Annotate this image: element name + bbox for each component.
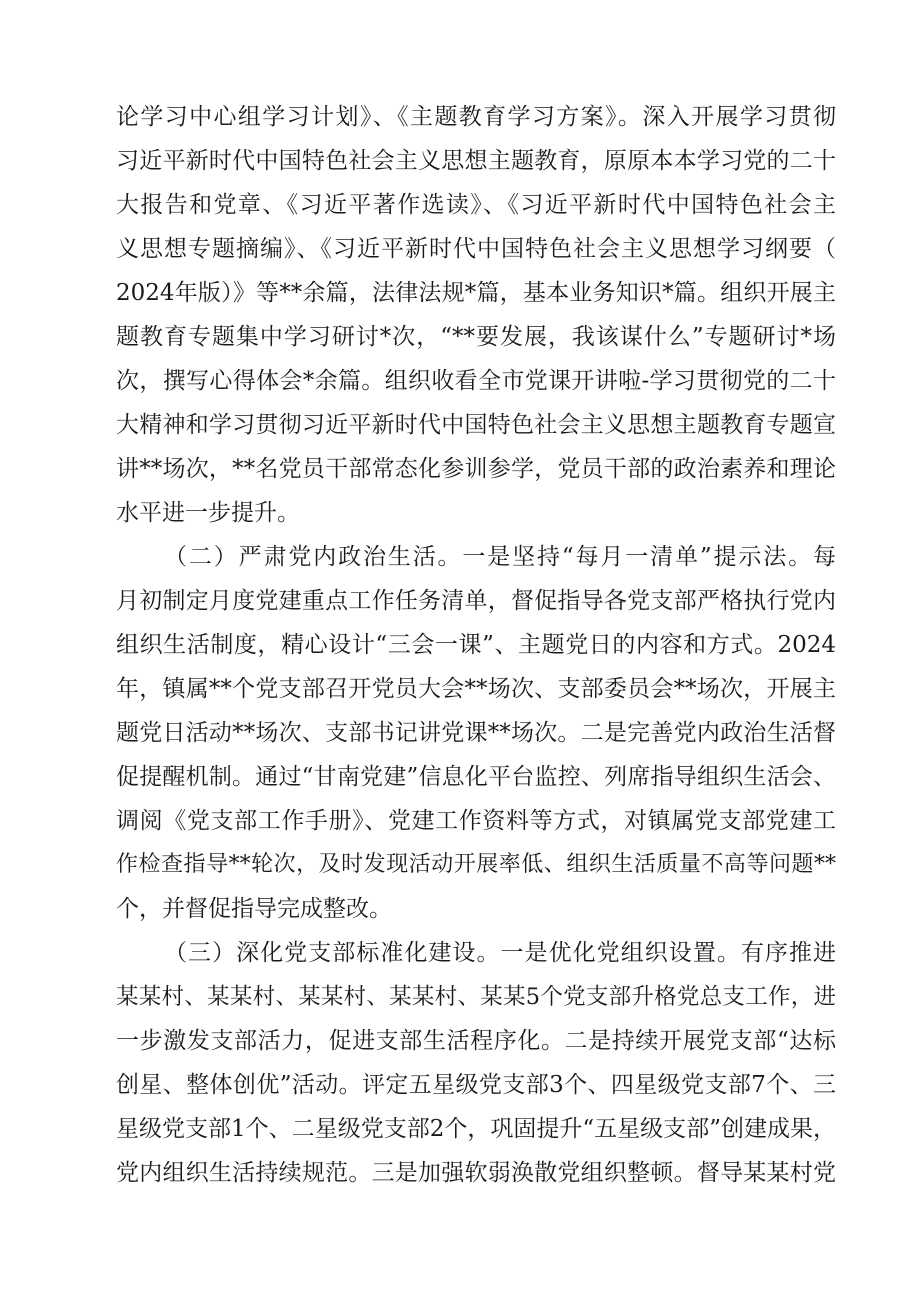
text-line: 次，撰写心得体会*余篇。组织收看全市党课开讲啦-学习贯彻党的二十 bbox=[116, 368, 836, 394]
text-line: 月初制定月度党建重点工作任务清单，督促指导各党支部严格执行党内 bbox=[116, 588, 836, 614]
text-line: 讲**场次，**名党员干部常态化参训参学，党员干部的政治素养和理论 bbox=[116, 456, 836, 482]
text-line: 义思想专题摘编》、《习近平新时代中国特色社会主义思想学习纲要（ bbox=[116, 236, 836, 262]
text-line: 调阅《党支部工作手册》、党建工作资料等方式，对镇属党支部党建工 bbox=[116, 808, 836, 834]
text-line: 题党日活动**场次、支部书记讲党课**场次。二是完善党内政治生活督 bbox=[116, 720, 836, 746]
text-line: 水平进一步提升。 bbox=[116, 500, 300, 526]
text-line: 年，镇属**个党支部召开党员大会**场次、支部委员会**场次，开展主 bbox=[116, 676, 836, 702]
text-line: 论学习中心组学习计划》、《主题教育学习方案》。深入开展学习贯彻 bbox=[116, 104, 836, 130]
text-line: 党内组织生活持续规范。三是加强软弱涣散党组织整顿。督导某某村党 bbox=[116, 1160, 836, 1186]
text-line: 2024年版）》等**余篇，法律法规*篇，基本业务知识*篇。组织开展主 bbox=[116, 280, 836, 306]
text-line: 一步激发支部活力，促进支部生活程序化。二是持续开展党支部“达标 bbox=[116, 1028, 836, 1054]
paragraph-heading-3: （三）深化党支部标准化建设。一是优化党组织设置。有序推进 bbox=[164, 940, 836, 966]
text-line: 某某村、某某村、某某村、某某村、某某5个党支部升格党总支工作，进 bbox=[116, 984, 836, 1010]
text-line: 促提醒机制。通过“甘南党建”信息化平台监控、列席指导组织生活会、 bbox=[116, 764, 836, 790]
text-line: 星级党支部1个、二星级党支部2个，巩固提升“五星级支部”创建成果， bbox=[116, 1116, 836, 1142]
text-line: 大精神和学习贯彻习近平新时代中国特色社会主义思想主题教育专题宣 bbox=[116, 412, 836, 438]
paragraph-heading-2: （二）严肃党内政治生活。一是坚持“每月一清单”提示法。每 bbox=[164, 544, 836, 570]
text-line: 组织生活制度，精心设计“三会一课”、主题党日的内容和方式。2024 bbox=[116, 632, 836, 658]
text-line: 创星、整体创优”活动。评定五星级党支部3个、四星级党支部7个、三 bbox=[116, 1072, 836, 1098]
text-line: 个，并督促指导完成整改。 bbox=[116, 896, 392, 922]
text-line: 作检查指导**轮次，及时发现活动开展率低、组织生活质量不高等问题** bbox=[116, 852, 836, 877]
text-line: 题教育专题集中学习研讨*次，“**要发展，我该谋什么”专题研讨*场 bbox=[116, 324, 836, 350]
text-line: 大报告和党章、《习近平著作选读》、《习近平新时代中国特色社会主 bbox=[116, 192, 836, 218]
text-line: 习近平新时代中国特色社会主义思想主题教育，原原本本学习党的二十 bbox=[116, 148, 836, 174]
